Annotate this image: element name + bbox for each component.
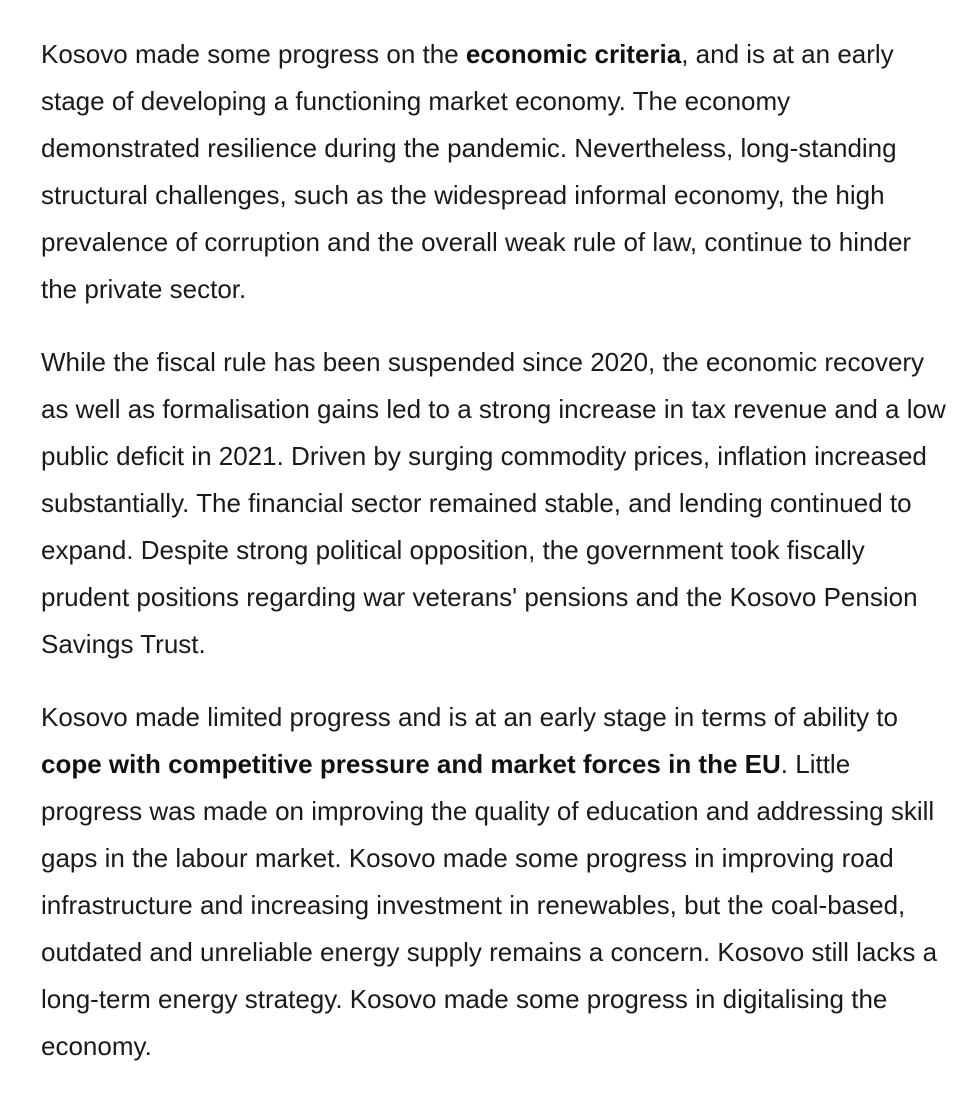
bold-term-competitive-pressure: cope with competitive pressure and market forces in the EU xyxy=(41,749,781,779)
paragraph-text: While the fiscal rule has been suspended since 2020, the economic recovery as well as formalisation gains led to a strong increase in tax revenue and a low public deficit in 2021. Driven by surging commodity prices, inflation increased substantially. The financial sector remained stable, and lending continued to expand. Despite strong political opposition, the government took fiscally prudent positions regarding war veterans' pensions and the Kosovo Pension Savings Trust. xyxy=(41,347,946,659)
article-body xyxy=(41,31,951,1096)
paragraph-text: Kosovo made limited progress and is at an early stage in terms of ability to xyxy=(41,702,898,732)
paragraph-fiscal xyxy=(41,339,951,668)
paragraph-text: Kosovo made some progress on the xyxy=(41,39,466,69)
paragraph-text: , and is at an early stage of developing a functioning market economy. The economy demonstrated resilience during the pandemic. Nevertheless, long-standing structural challenges, such as the widespread informal economy, the high prevalence of corruption and the overall weak rule of law, continue to hinder the private sector. xyxy=(41,39,912,304)
paragraph-economic-criteria xyxy=(41,31,951,313)
paragraph-competitive-pressure xyxy=(41,694,951,1070)
paragraph-text: . Little progress was made on improving the quality of education and addressing skill gaps in the labour market. Kosovo made some progress in improving road infrastructure and increasing investment in renewables, but the coal-based, outdated and unreliable energy supply remains a concern. Kosovo still lacks a long-term energy strategy. Kosovo made some progress in digitalising the economy. xyxy=(41,749,938,1061)
bold-term-economic-criteria: economic criteria xyxy=(465,39,682,69)
